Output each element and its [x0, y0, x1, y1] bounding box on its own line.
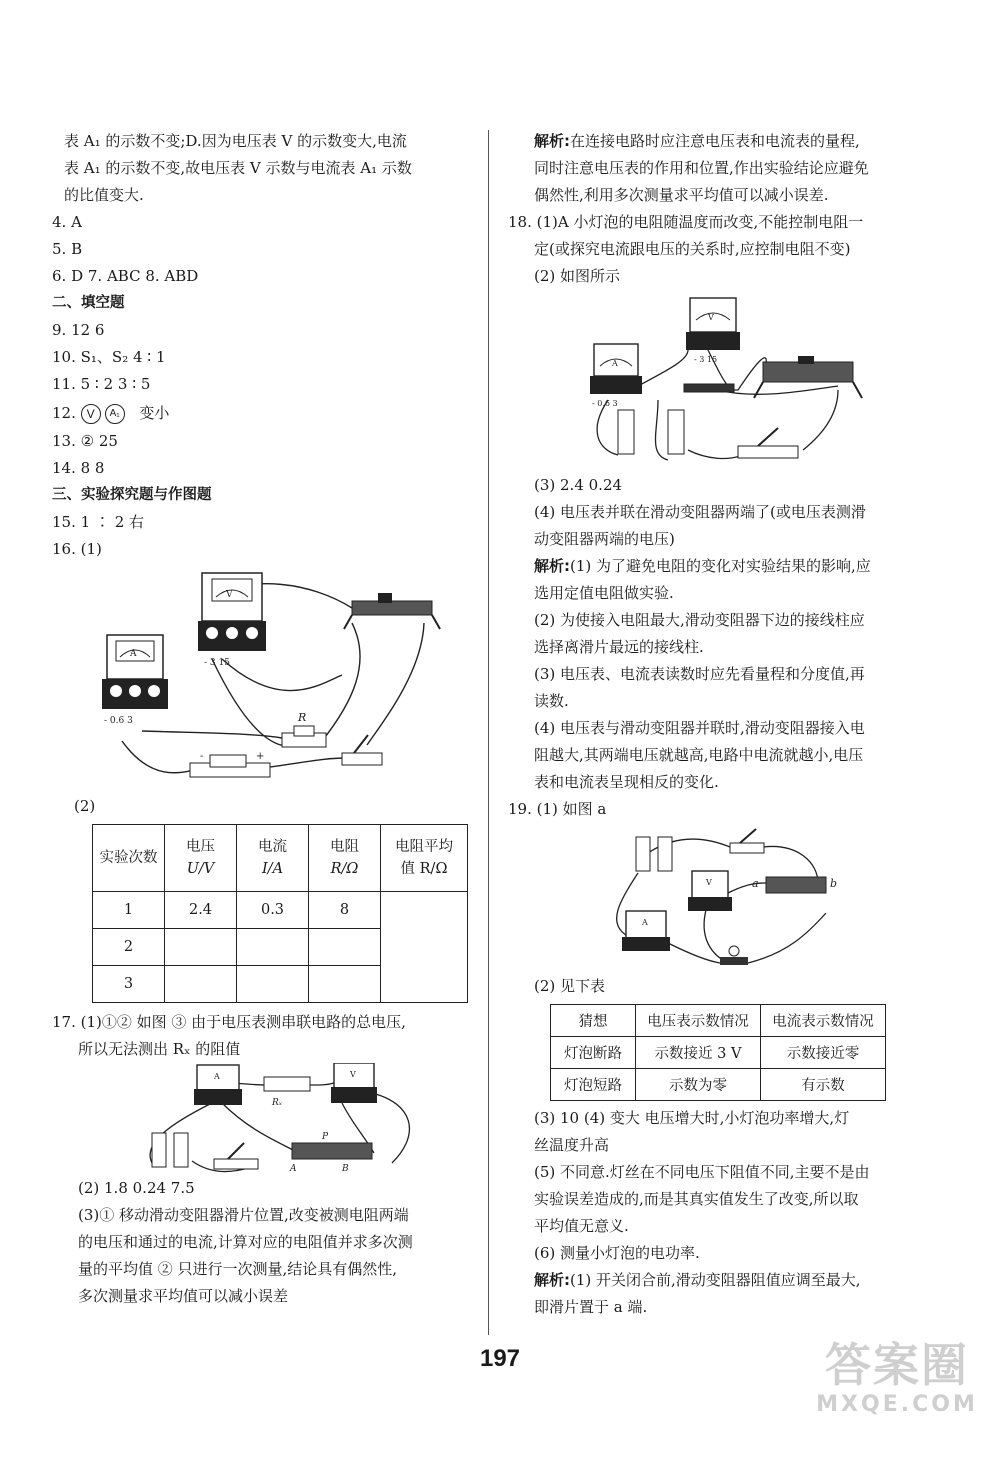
table-header-cell: 电阻平均 值 R/Ω — [381, 825, 468, 892]
analysis-text: 表和电流表呈现相反的变化. — [534, 773, 719, 791]
answer-13: 13. ② 25 — [52, 432, 118, 450]
ammeter-symbol-icon: A₁ — [105, 404, 125, 424]
table-row — [551, 1037, 886, 1069]
voltmeter-face-label: V — [226, 590, 233, 600]
answer-19-2: (2) 见下表 — [534, 977, 606, 995]
voltmeter-icon — [686, 298, 740, 364]
lamp-base-icon — [684, 384, 734, 392]
table-cell — [165, 929, 237, 966]
section-heading-experiment: 三、实验探究题与作图题 — [52, 487, 212, 503]
ammeter-face-label: A — [642, 918, 648, 927]
table-cell: 2 — [93, 929, 165, 966]
answer-17-line: 17. (1)①② 如图 ③ 由于电压表测串联电路的总电压, — [52, 1013, 406, 1031]
table-cell: 3 — [93, 966, 165, 1003]
table-header-cell: 电压 U/V — [165, 825, 237, 892]
answer-9: 9. 12 6 — [52, 321, 105, 339]
answer-12-text: 变小 — [139, 404, 170, 422]
voltmeter-range-label: - 3 15 — [204, 658, 230, 668]
rheostat-icon — [344, 593, 440, 629]
text-line: 的比值变大. — [64, 186, 144, 204]
analysis-18 — [508, 553, 940, 580]
circuit-diagram-18 — [508, 290, 940, 472]
battery-icon — [190, 751, 270, 777]
answer-17-3: (3)① 移动滑动变阻器滑片位置,改变被测电阻两端 — [78, 1206, 409, 1224]
analysis-text: 读数. — [534, 692, 569, 710]
column-divider — [488, 130, 489, 1335]
rheostat-icon — [754, 356, 862, 398]
answer-19-5: (5) 不同意.灯丝在不同电压下阻值不同,主要不是由 — [534, 1163, 870, 1181]
answer-19-line: 19. (1) 如图 a — [508, 800, 607, 818]
table-cell — [237, 966, 309, 1003]
watermark-top: 答案圈 — [825, 1338, 969, 1392]
lamp-icon — [720, 946, 748, 965]
answer-6-8: 6. D 7. ABC 8. ABD — [52, 267, 199, 285]
answer-18-4: 动变阻器两端的电压) — [534, 530, 675, 548]
table-header-row — [93, 825, 468, 892]
analysis-label: 解析: — [534, 557, 570, 575]
rx-label: Rₓ — [272, 1098, 282, 1108]
page-number: 197 — [479, 1345, 521, 1372]
switch-icon — [730, 829, 764, 853]
answer-5: 5. B — [52, 240, 83, 258]
analysis-text: 偶然性,利用多次测量求平均值可以减小误差. — [534, 186, 829, 204]
analysis-text: (3) 电压表、电流表读数时应先看量程和分度值,再 — [534, 665, 865, 683]
resistor-icon — [264, 1077, 310, 1108]
voltmeter-icon — [688, 871, 732, 911]
answer-12-number: 12. — [52, 404, 76, 422]
data-table-16 — [92, 824, 468, 1003]
answer-17-3: 多次测量求平均值可以减小误差 — [78, 1287, 289, 1305]
circuit-diagram-17 — [52, 1063, 472, 1175]
answer-18-line: 定(或探究电流跟电压的关系时,应控制电阻不变) — [534, 240, 851, 258]
right-column — [508, 128, 940, 1321]
watermark-bottom: MXQE.COM — [816, 1392, 978, 1417]
answer-18-3: (3) 2.4 0.24 — [534, 476, 623, 494]
answer-15: 15. 1 ∶ 2 右 — [52, 513, 145, 531]
analysis-17 — [508, 128, 940, 155]
rheostat-icon — [289, 1132, 372, 1174]
table-cell — [309, 966, 381, 1003]
analysis-text: 即滑片置于 a 端. — [534, 1298, 648, 1316]
analysis-text: (1) 开关闭合前,滑动变阻器阻值应调至最大, — [570, 1271, 861, 1289]
analysis-text: (2) 为使接入电阻最大,滑动变阻器下边的接线柱应 — [534, 611, 865, 629]
ammeter-range-label: - 0.6 3 — [104, 716, 133, 726]
analysis-text: (4) 电压表与滑动变阻器并联时,滑动变阻器接入电 — [534, 719, 865, 737]
switch-icon — [738, 428, 798, 458]
text-line: 表 A₁ 的示数不变,故电压表 V 示数与电流表 A₁ 示数 — [64, 159, 412, 177]
ammeter-icon — [622, 911, 670, 951]
circuit-diagram-16 — [52, 563, 472, 793]
rheostat-icon — [752, 877, 837, 893]
battery-plus-label: + — [256, 751, 265, 762]
voltmeter-range-label: - 3 15 — [694, 355, 718, 364]
answer-19-3: (3) 10 (4) 变大 电压增大时,小灯泡功率增大,灯 — [534, 1109, 850, 1127]
answer-19-6: (6) 测量小灯泡的电功率. — [534, 1244, 700, 1262]
analysis-19 — [508, 1267, 940, 1294]
table-cell: 示数接近 3 V — [636, 1037, 761, 1069]
answer-18-line: (2) 如图所示 — [534, 267, 621, 285]
table-cell: 2.4 — [165, 892, 237, 929]
ammeter-face-label: A — [130, 649, 137, 659]
ammeter-icon — [102, 635, 168, 726]
table-header-cell: 猜想 — [551, 1005, 636, 1037]
table-cell: 示数接近零 — [761, 1037, 886, 1069]
table-cell: 8 — [309, 892, 381, 929]
table-cell: 0.3 — [237, 892, 309, 929]
left-column — [52, 128, 472, 1310]
voltmeter-face-label: V — [706, 878, 712, 887]
ammeter-face-label: A — [612, 359, 618, 368]
table-cell: 灯泡短路 — [551, 1069, 636, 1101]
ammeter-icon — [194, 1065, 242, 1105]
answer-17-2: (2) 1.8 0.24 7.5 — [78, 1179, 195, 1197]
ammeter-range-label: - 0.6 3 — [592, 399, 618, 408]
answer-19-3: 丝温度升高 — [534, 1136, 610, 1154]
battery-icon — [618, 410, 684, 454]
analysis-text: 选用定值电阻做实验. — [534, 584, 674, 602]
table-cell: 1 — [93, 892, 165, 929]
analysis-text: (1) 为了避免电阻的变化对实验结果的影响,应 — [570, 557, 871, 575]
table-cell: 有示数 — [761, 1069, 886, 1101]
table-cell — [381, 892, 468, 1003]
circuit-diagram-19 — [508, 823, 940, 973]
answer-17-3: 的电压和通过的电流,计算对应的电阻值并求多次测 — [78, 1233, 413, 1251]
table-header-cell: 实验次数 — [93, 825, 165, 892]
section-heading-fill-blank: 二、填空题 — [52, 295, 125, 311]
analysis-label: 解析: — [534, 132, 570, 150]
answer-19-5: 实验误差造成的,而是其真实值发生了改变,所以取 — [534, 1190, 859, 1208]
table-cell — [165, 966, 237, 1003]
analysis-label: 解析: — [534, 1271, 570, 1289]
voltmeter-symbol-icon: V — [81, 404, 101, 424]
watermark-logo — [812, 1338, 982, 1418]
analysis-text: 同时注意电压表的作用和位置,作出实验结论应避免 — [534, 159, 869, 177]
answer-18-line: 18. (1)A 小灯泡的电阻随温度而改变,不能控制电阻一 — [508, 213, 864, 231]
answer-12 — [52, 398, 472, 428]
analysis-text: 选择离滑片最远的接线柱. — [534, 638, 704, 656]
slider-p-label: P — [322, 1132, 329, 1142]
table-cell: 灯泡断路 — [551, 1037, 636, 1069]
switch-icon — [214, 1143, 258, 1169]
battery-minus-label: - — [200, 751, 204, 762]
analysis-text: 在连接电路时应注意电压表和电流表的量程, — [570, 132, 860, 150]
text-line: 表 A₁ 的示数不变;D.因为电压表 V 的示数变大,电流 — [64, 132, 407, 150]
terminal-a-label: a — [752, 877, 759, 890]
battery-icon — [636, 837, 672, 871]
answer-10: 10. S₁、S₂ 4 ∶ 1 — [52, 348, 166, 366]
hypothesis-table — [550, 1004, 886, 1101]
answer-18-4: (4) 电压表并联在滑动变阻器两端了(或电压表测滑 — [534, 503, 866, 521]
resistor-icon — [282, 711, 326, 747]
answer-14: 14. 8 8 — [52, 459, 105, 477]
voltmeter-face-label: V — [708, 313, 714, 322]
voltmeter-icon — [331, 1063, 377, 1103]
terminal-b-label: B — [342, 1164, 349, 1174]
answer-17-3: 量的平均值 ② 只进行一次测量,结论具有偶然性, — [78, 1260, 398, 1278]
answer-4: 4. A — [52, 213, 82, 231]
battery-icon — [152, 1133, 188, 1167]
table-header-row — [551, 1005, 886, 1037]
ammeter-face-label: A — [214, 1072, 220, 1081]
answer-17-line: 所以无法测出 Rₓ 的阻值 — [78, 1040, 241, 1058]
answer-11: 11. 5 ∶ 2 3 ∶ 5 — [52, 375, 151, 393]
voltmeter-icon — [198, 573, 266, 668]
table-header-cell: 电压表示数情况 — [636, 1005, 761, 1037]
table-row — [551, 1069, 886, 1101]
table-header-cell: 电流 I/A — [237, 825, 309, 892]
table-cell — [309, 929, 381, 966]
table-header-cell: 电流表示数情况 — [761, 1005, 886, 1037]
voltmeter-face-label: V — [350, 1070, 356, 1079]
answer-16-2: (2) — [74, 797, 96, 815]
terminal-a-label: A — [290, 1164, 297, 1174]
table-cell — [237, 929, 309, 966]
switch-icon — [342, 735, 382, 765]
ammeter-icon — [590, 344, 642, 408]
resistor-label: R — [298, 711, 307, 724]
analysis-text: 阻越大,其两端电压就越高,电路中电流就越小,电压 — [534, 746, 864, 764]
table-row — [93, 892, 468, 929]
answer-16: 16. (1) — [52, 540, 102, 558]
answer-19-5: 平均值无意义. — [534, 1217, 629, 1235]
table-cell: 示数为零 — [636, 1069, 761, 1101]
terminal-b-label: b — [830, 877, 838, 890]
table-header-cell: 电阻 R/Ω — [309, 825, 381, 892]
